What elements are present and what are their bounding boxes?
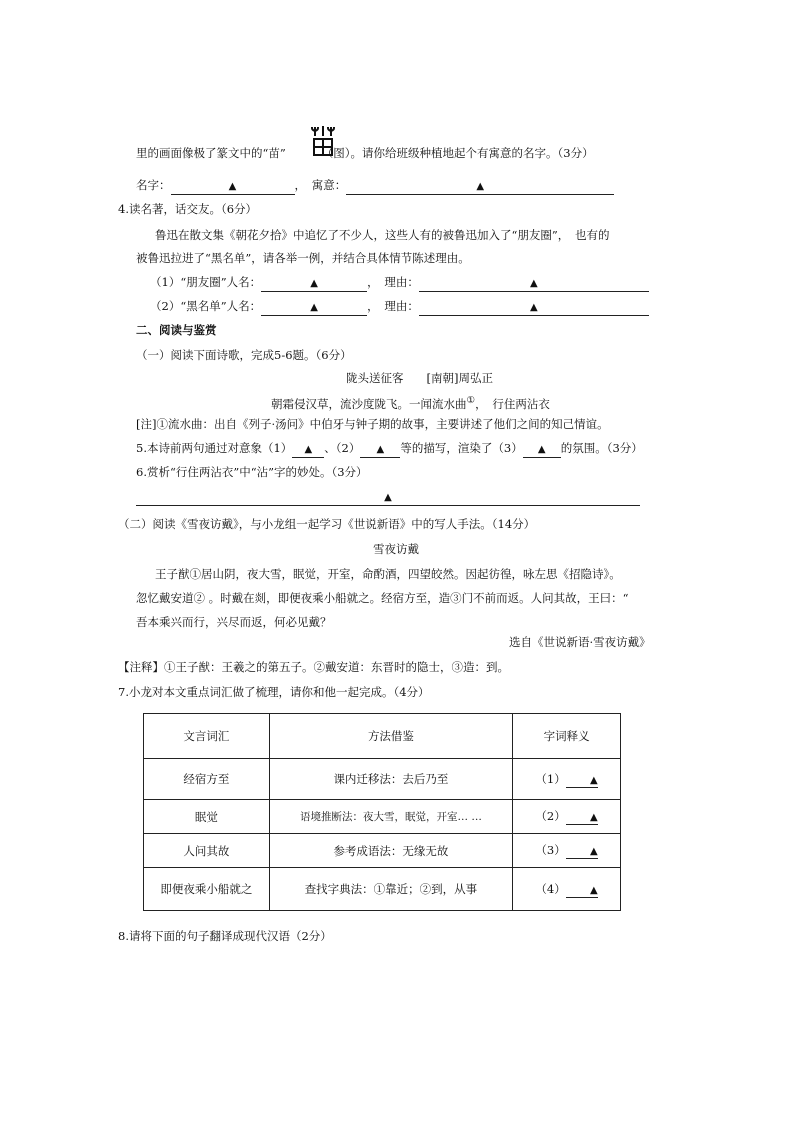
blacklist-name-blank[interactable] — [261, 299, 367, 316]
answer-blank[interactable] — [566, 774, 598, 788]
q4-item-1 — [150, 274, 649, 292]
poem-line-text: 朝霜侵汉草，流沙度陇飞。一闻流水曲 — [271, 396, 467, 411]
q5-text-b: 、（2） — [324, 441, 361, 455]
q5-blank-2[interactable] — [360, 441, 400, 458]
triangle-mark-icon: ▲ — [590, 774, 598, 786]
triangle-mark-icon: ▲ — [304, 444, 313, 455]
triangle-mark-icon: ▲ — [590, 884, 598, 896]
friend-name-blank[interactable] — [261, 275, 367, 292]
q8-title: 8.请将下面的句子翻译成现代汉语（2分） — [118, 929, 332, 943]
q3-prompt — [136, 145, 594, 161]
table-row — [144, 800, 621, 834]
table-cell-answer — [513, 834, 621, 868]
triangle-mark-icon: ▲ — [376, 444, 385, 455]
q5-blank-1[interactable] — [292, 441, 324, 458]
section-2-title: 二、阅读与鉴赏 — [136, 323, 217, 337]
triangle-mark-icon: ▲ — [476, 181, 485, 192]
classical-text-note: 【注释】①王子猷：王羲之的第五子。②戴安道：东晋时的隐士，③造：到。 — [118, 660, 509, 674]
table-header-row — [144, 714, 621, 759]
q5-text-d: 的氛围。（3分） — [560, 441, 643, 455]
q4-title: 4.读名著，话交友。（6分） — [118, 202, 258, 216]
classical-text-line-3: 吾本乘兴而行，兴尽而返，何必见戴？ — [136, 615, 332, 629]
table-header: 字词释义 — [513, 714, 621, 759]
table-cell-method: 查找字典法：①靠近；②到，从事 — [269, 868, 512, 911]
table-cell-word: 眠觉 — [144, 800, 270, 834]
friend-reason-blank[interactable] — [419, 275, 649, 292]
poem-footnote-mark: ① — [466, 395, 476, 406]
q5 — [136, 440, 643, 458]
part-1-intro: （一）阅读下面诗歌，完成5-6题。（6分） — [136, 348, 352, 362]
table-cell-method: 课内迁移法：去后乃至 — [269, 759, 512, 800]
q4-para-2: 被鲁迅拉进了“黑名单”，请各举一例，并结合具体情节陈述理由。 — [136, 251, 470, 265]
answer-blank[interactable] — [566, 811, 598, 825]
q6-blank[interactable] — [136, 489, 640, 506]
answer-blank[interactable] — [566, 884, 598, 898]
answer-number: （2） — [535, 809, 566, 823]
table-cell-word: 人问其故 — [144, 834, 270, 868]
q6: 6.赏析“行住两沾衣”中“沾”字的妙处。（3分） — [136, 465, 368, 479]
table-row — [144, 834, 621, 868]
poem-line-tail: ， 行住两沾衣 — [475, 396, 550, 411]
answer-number: （4） — [535, 881, 566, 896]
triangle-mark-icon: ▲ — [384, 492, 392, 503]
q5-text-c: 等的描写，渲染了（3） — [400, 441, 523, 455]
table-cell-answer — [513, 759, 621, 800]
triangle-mark-icon: ▲ — [590, 812, 598, 823]
table-row — [144, 868, 621, 911]
poem-note: [注]①流水曲：出自《列子·汤问》中伯牙与钟子期的故事，主要讲述了他们之间的知己情谊。 — [136, 417, 609, 431]
classical-text-line-2: 忽忆戴安道② 。时戴在剡，即便夜乘小船就之。经宿方至，造③门不前而返。人问其故，王曰：“ — [136, 591, 629, 605]
blacklist-reason-label: ， 理由： — [367, 299, 419, 313]
poem-title: 陇头送征客 [南朝]周弘正 — [346, 371, 493, 385]
triangle-mark-icon: ▲ — [310, 278, 318, 289]
q5-blank-3[interactable] — [523, 441, 561, 458]
triangle-mark-icon: ▲ — [529, 302, 538, 313]
q4-item-2 — [150, 298, 649, 316]
table-cell-answer — [513, 868, 621, 911]
triangle-mark-icon: ▲ — [590, 846, 598, 857]
friend-reason-label: ， 理由： — [367, 275, 419, 289]
name-blank[interactable] — [171, 178, 295, 195]
answer-number: （3） — [535, 843, 566, 857]
part-2-intro: （二）阅读《雪夜访戴》，与小龙组一起学习《世说新语》中的写人手法。（14分） — [118, 517, 536, 531]
q3-prompt-tail: （图）。请你给班级种植地起个有寓意的名字。（3分） — [321, 146, 594, 160]
name-label: 名字： — [136, 178, 171, 192]
table-cell-word: 经宿方至 — [144, 759, 270, 800]
table-cell-answer — [513, 800, 621, 834]
q7-title: 7.小龙对本文重点词汇做了梳理，请你和他一起完成。（4分） — [118, 685, 430, 699]
q5-text-a: 5.本诗前两句通过对意象（1） — [136, 441, 293, 455]
table-header: 方法借鉴 — [269, 714, 512, 759]
poem-line — [271, 393, 550, 412]
triangle-mark-icon: ▲ — [529, 278, 538, 289]
table-header: 文言词汇 — [144, 714, 270, 759]
friend-name-label: （1）“朋友圈”人名： — [150, 275, 262, 289]
table-cell-word: 即便夜乘小船就之 — [144, 868, 270, 911]
blacklist-name-label: （2）“黑名单”人名： — [150, 299, 262, 313]
triangle-mark-icon: ▲ — [310, 302, 318, 313]
q3-prompt-head: 里的画面像极了篆文中的“苗” — [136, 146, 286, 160]
classical-text-source: 选自《世说新语·雪夜访戴》 — [509, 635, 651, 649]
blacklist-reason-blank[interactable] — [419, 299, 649, 316]
q4-para-1: 鲁迅在散文集《朝花夕拾》中追忆了不少人，这些人有的被鲁迅加入了“朋友圈”， 也有的 — [155, 228, 610, 242]
answer-blank[interactable] — [566, 845, 598, 859]
triangle-mark-icon: ▲ — [228, 181, 237, 192]
classical-text-line-1: 王子猷①居山阴，夜大雪，眠觉，开室，命酌酒，四望皎然。因起彷徨，咏左思《招隐诗》。 — [155, 567, 621, 581]
table-cell-method: 参考成语法：无缘无故 — [269, 834, 512, 868]
vocab-table — [143, 713, 621, 911]
table-row — [144, 759, 621, 800]
q6-answer-line — [136, 488, 640, 506]
meaning-label: ， 寓意： — [294, 178, 347, 192]
triangle-mark-icon: ▲ — [537, 444, 546, 455]
table-cell-method: 语境推断法：夜大雪，眠觉，开室… … — [269, 800, 512, 834]
classical-text-title: 雪夜访戴 — [373, 542, 419, 556]
meaning-blank[interactable] — [346, 178, 614, 195]
q3-answer-line — [136, 177, 614, 195]
answer-number: （1） — [535, 771, 566, 786]
